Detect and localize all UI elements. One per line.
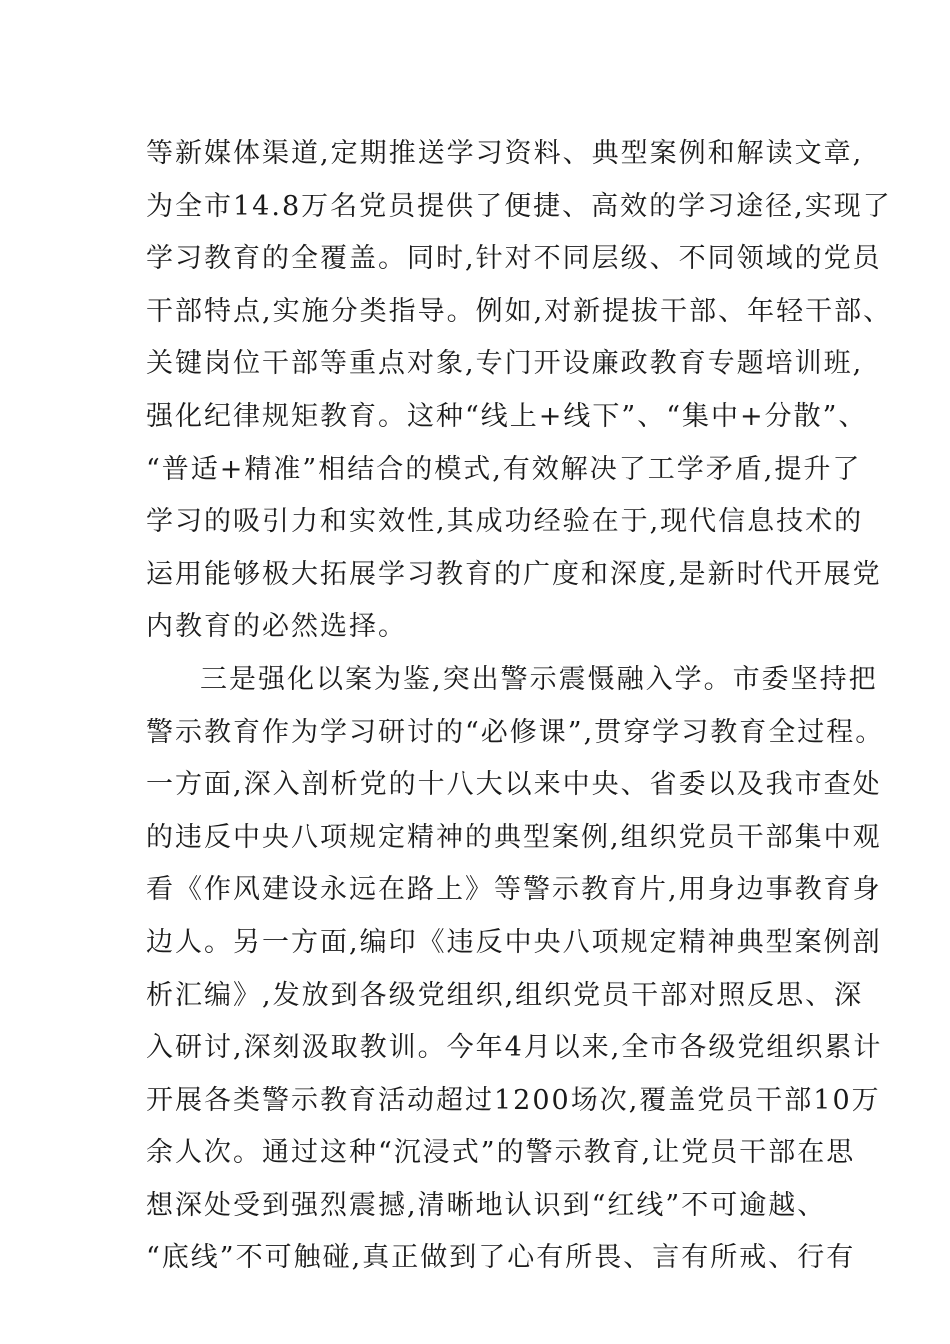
text-line: 强化纪律规矩教育。这种“线上+线下”、“集中+分散”、 [146, 400, 868, 432]
body-text [146, 128, 893, 1285]
text-line: 警示教育作为学习研讨的“必修课”,贯穿学习教育全过程。 [146, 716, 885, 748]
text-line: 学习的吸引力和实效性,其成功经验在于,现代信息技术的 [146, 506, 864, 538]
text-line: “普适+精准”相结合的模式,有效解决了工学矛盾,提升了 [146, 453, 862, 485]
text-line: 边人。另一方面,编印《违反中央八项规定精神典型案例剖 [146, 926, 882, 958]
text-line: 的违反中央八项规定精神的典型案例,组织党员干部集中观 [146, 821, 882, 853]
text-line: 运用能够极大拓展学习教育的广度和深度,是新时代开展党 [146, 558, 882, 590]
text-line: 等新媒体渠道,定期推送学习资料、典型案例和解读文章, [146, 138, 864, 169]
text-line: 学习教育的全覆盖。同时,针对不同层级、不同领域的党员 [146, 243, 882, 275]
text-line: 看《作风建设永远在路上》等警示教育片,用身边事教育身 [146, 874, 882, 906]
text-line: 余人次。通过这种“沉浸式”的警示教育,让党员干部在思 [146, 1137, 856, 1169]
text-line: 干部特点,实施分类指导。例如,对新提拔干部、年轻干部、 [146, 295, 893, 327]
text-line: 入研讨,深刻汲取教训。今年4月以来,全市各级党组织累计 [146, 1032, 883, 1064]
text-line: 内教育的必然选择。 [146, 611, 407, 643]
text-line: 想深处受到强烈震撼,清晰地认识到“红线”不可逾越、 [146, 1189, 827, 1221]
text-line: “底线”不可触碰,真正做到了心有所畏、言有所戒、行有 [146, 1242, 856, 1274]
text-line: 析汇编》,发放到各级党组织,组织党员干部对照反思、深 [146, 979, 864, 1011]
text-line: 开展各类警示教育活动超过1200场次,覆盖党员干部10万 [146, 1084, 881, 1116]
text-line: 一方面,深入剖析党的十八大以来中央、省委以及我市查处 [146, 769, 882, 801]
text-line: 为全市14.8万名党员提供了便捷、高效的学习途径,实现了 [146, 190, 892, 222]
paragraph-start-line: 三是强化以案为鉴,突出警示震慑融入学。市委坚持把 [200, 663, 878, 695]
text-line: 关键岗位干部等重点对象,专门开设廉政教育专题培训班, [146, 348, 864, 380]
